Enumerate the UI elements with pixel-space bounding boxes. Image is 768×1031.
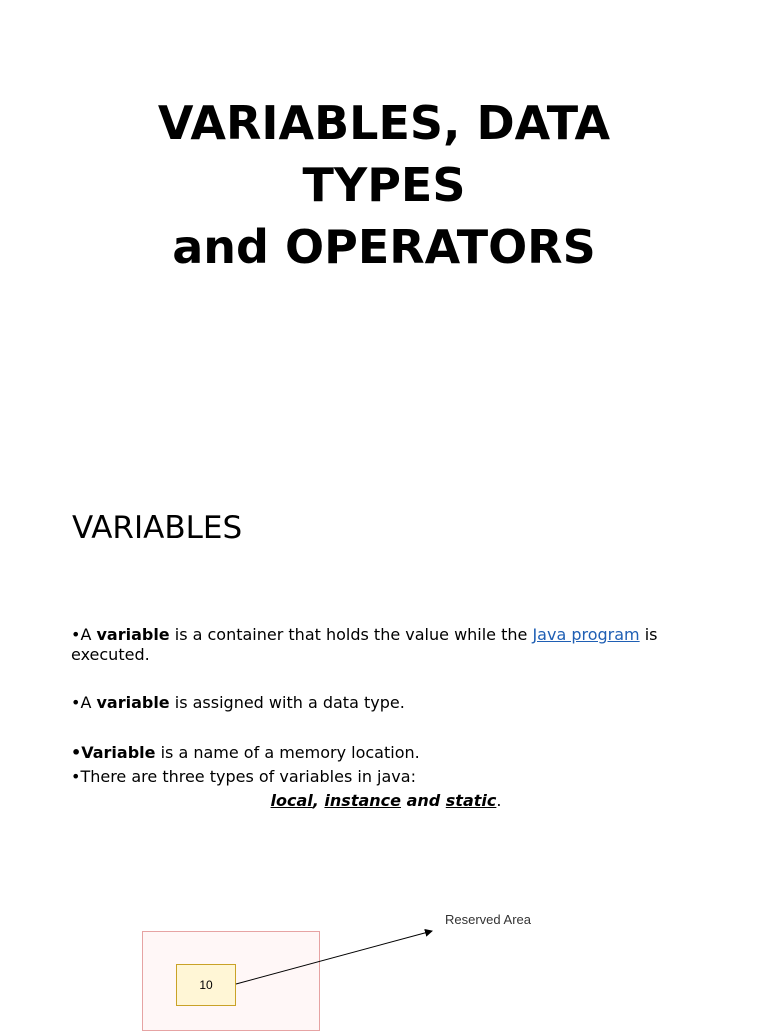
bullet-data-type — [71, 693, 701, 713]
java-program-link[interactable]: Java program — [532, 625, 640, 644]
bullet-text: •There are three types of variables in java: — [71, 767, 416, 786]
bold-term: •Variable — [71, 743, 156, 762]
title-line-2: TYPES — [302, 158, 466, 212]
type-local: local — [270, 791, 313, 810]
slide-title — [0, 92, 768, 278]
bullet-text: is assigned with a data type. — [169, 693, 405, 712]
variable-box — [176, 964, 236, 1006]
bullet-text: is a container that holds the value while the — [169, 625, 533, 644]
type-instance: instance — [324, 791, 401, 810]
bullet-text: is a name of a memory location. — [155, 743, 420, 762]
type-static: static — [445, 791, 497, 810]
title-line-3: and OPERATORS — [172, 220, 596, 274]
bullet-text: is executed. — [71, 625, 658, 664]
variable-types-line — [71, 791, 701, 811]
bold-term: variable — [96, 693, 170, 712]
separator: and — [401, 791, 446, 810]
reserved-area-label: Reserved Area — [445, 912, 531, 927]
title-line-1: VARIABLES, DATA — [157, 96, 611, 150]
terminator: . — [496, 791, 502, 810]
bullet-memory-location — [71, 743, 701, 763]
bullet-prefix: •A — [71, 693, 97, 712]
section-heading: VARIABLES — [72, 510, 243, 546]
bullet-list — [71, 625, 701, 811]
bullet-variable-definition — [71, 625, 701, 665]
bold-term: variable — [96, 625, 170, 644]
separator: , — [312, 791, 325, 810]
bullet-three-types — [71, 767, 701, 787]
variable-value: 10 — [199, 978, 213, 992]
bullet-prefix: •A — [71, 625, 97, 644]
reserved-area-arrow — [0, 900, 768, 1024]
